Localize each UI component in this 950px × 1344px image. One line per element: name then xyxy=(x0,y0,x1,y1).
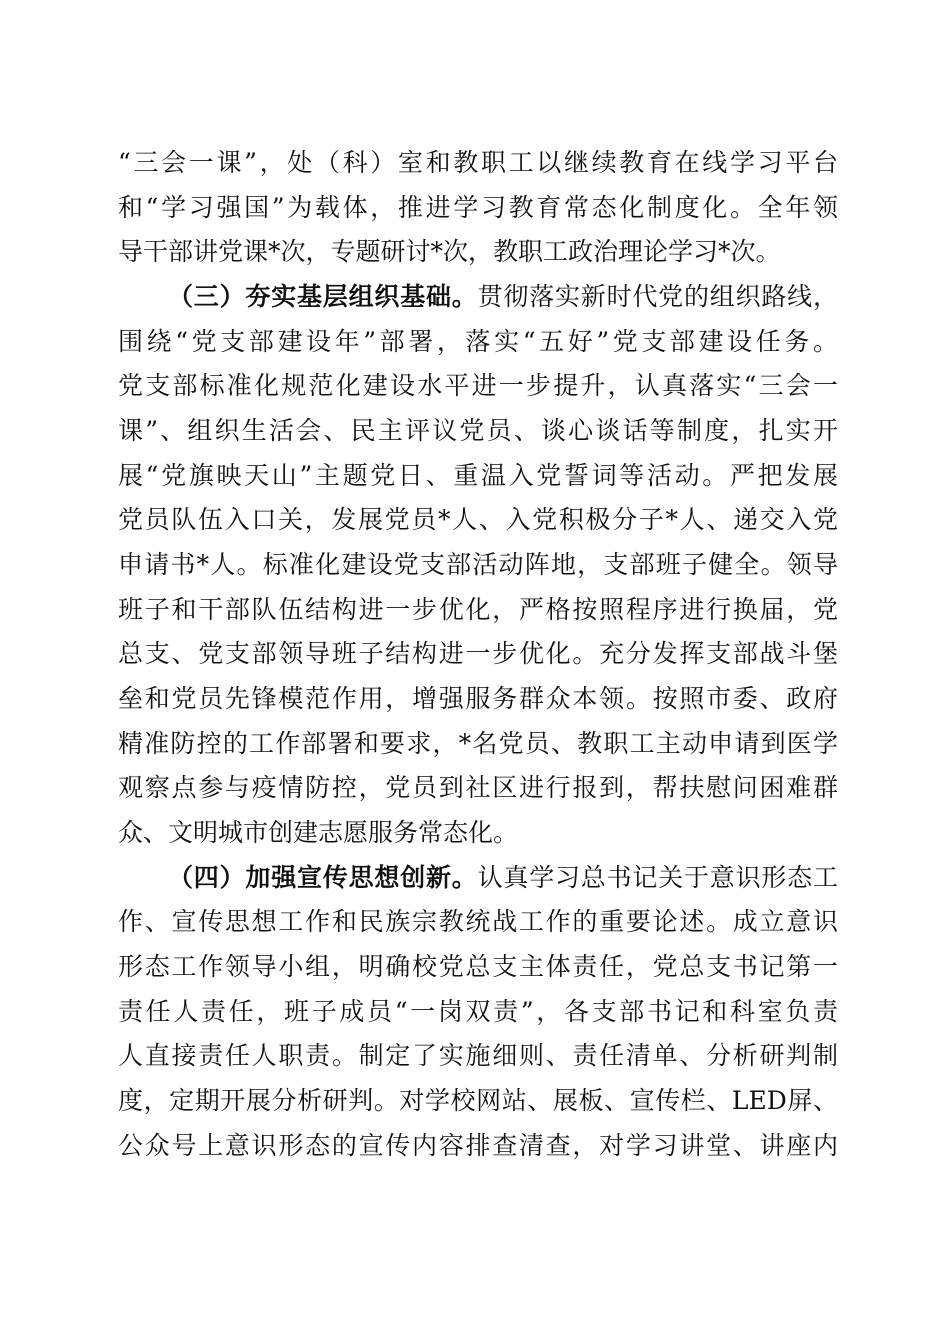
text-line: 班子和干部队伍结构进一步优化，严格按照程序进行换届，党 xyxy=(118,595,838,624)
paragraph-first-line xyxy=(168,858,838,898)
section-heading: （四）加强宣传思想创新。 xyxy=(168,863,478,892)
text-line: 度，定期开展分析研判。对学校网站、展板、宣传栏、LED屏、 xyxy=(118,1086,838,1115)
paragraph-first-line xyxy=(168,277,838,317)
text-line: 形态工作领导小组，明确校党总支主体责任，党总支书记第一 xyxy=(118,952,838,981)
text-line: 人直接责任人职责。制定了实施细则、责任清单、分析研判制 xyxy=(118,1041,838,1070)
text-line: 总支、党支部领导班子结构进一步优化。充分发挥支部战斗堡 xyxy=(118,639,838,668)
text-line: 垒和党员先锋模范作用，增强服务群众本领。按照市委、政府 xyxy=(118,684,838,713)
text-line: “三会一课”，处（科）室和教职工以继续教育在线学习平台 xyxy=(118,148,838,177)
text-line: 课”、组织生活会、民主评议党员、谈心谈话等制度，扎实开 xyxy=(118,416,838,445)
text-line: 围绕“党支部建设年”部署，落实“五好”党支部建设任务。 xyxy=(118,327,838,356)
text-run: 认真学习总书记关于意识形态工 xyxy=(477,863,838,892)
text-line: 导干部讲党课*次，专题研讨*次，教职工政治理论学习*次。 xyxy=(118,237,781,266)
text-line: 责任人责任，班子成员“一岗双责”，各支部书记和科室负责 xyxy=(118,997,838,1026)
text-line: 观察点参与疫情防控，党员到社区进行报到，帮扶慰问困难群 xyxy=(118,773,838,802)
text-run: 贯彻落实新时代党的组织路线， xyxy=(477,282,838,311)
text-line: 党支部标准化规范化建设水平进一步提升，认真落实“三会一 xyxy=(118,371,838,400)
section-heading: （三）夯实基层组织基础。 xyxy=(168,282,478,311)
text-line: 公众号上意识形态的宣传内容排查清查，对学习讲堂、讲座内 xyxy=(118,1131,838,1160)
text-line: 申请书*人。标准化建设党支部活动阵地，支部班子健全。领导 xyxy=(118,550,838,579)
text-line: 和“学习强国”为载体，推进学习教育常态化制度化。全年领 xyxy=(118,193,838,222)
text-line: 展“党旗映天山”主题党日、重温入党誓词等活动。严把发展 xyxy=(118,461,838,490)
text-line: 精准防控的工作部署和要求，*名党员、教职工主动申请到医学 xyxy=(118,729,838,758)
text-line: 党员队伍入口关，发展党员*人、入党积极分子*人、递交入党 xyxy=(118,505,838,534)
text-line: 众、文明城市创建志愿服务常态化。 xyxy=(118,818,519,847)
text-line: 作、宣传思想工作和民族宗教统战工作的重要论述。成立意识 xyxy=(118,907,838,936)
